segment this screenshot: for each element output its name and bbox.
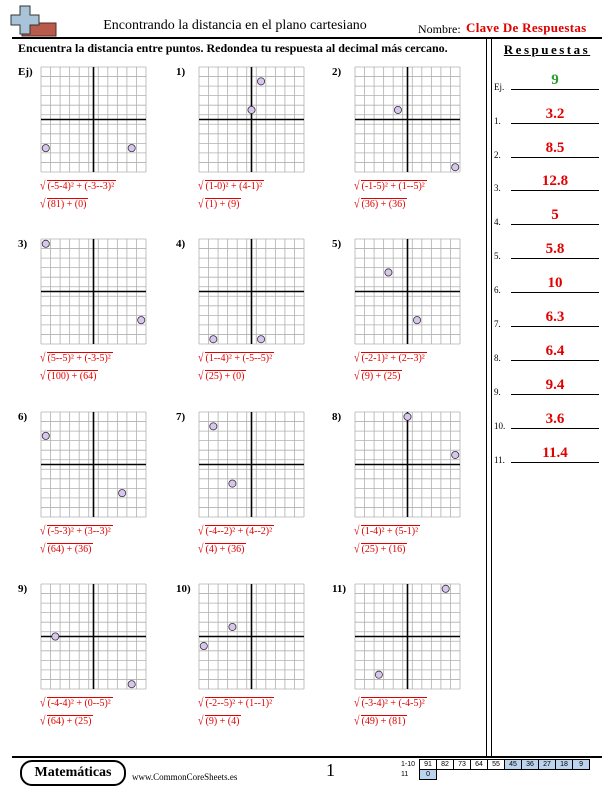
answer-row [494, 375, 600, 397]
page-number: 1 [326, 760, 335, 780]
distance-formula-result: √ (25) + (16) [354, 542, 406, 557]
plotted-point [210, 423, 217, 430]
radical-icon: √ [198, 369, 204, 384]
coordinate-grid [198, 66, 305, 173]
coordinate-grid [198, 583, 305, 690]
distance-formula-step: √ (-3-4)² + (-4-5)² [354, 696, 425, 711]
plotted-point [257, 336, 264, 343]
answer-column-divider [486, 37, 492, 756]
answer-row [494, 307, 600, 329]
answer-number: 3. [494, 183, 501, 193]
answer-value: 9 [551, 72, 559, 88]
problem [176, 238, 326, 413]
score-cell: 91 [420, 760, 437, 770]
coordinate-grid [354, 411, 461, 518]
answer-value: 8.5 [545, 140, 565, 156]
distance-formula-result: √ (49) + (81) [354, 714, 406, 729]
plotted-point [452, 164, 459, 171]
coordinate-grid [40, 411, 147, 518]
problem-label: Ej) [18, 66, 33, 78]
plotted-point [42, 145, 49, 152]
problem [18, 238, 168, 413]
answer-value: 12.8 [541, 173, 569, 189]
problem-label: 8) [332, 411, 342, 423]
answer-value: 3.6 [545, 411, 565, 427]
score-cell: 36 [522, 760, 539, 770]
answer-number: 7. [494, 319, 501, 329]
answer-line [511, 292, 599, 293]
answer-row [494, 341, 600, 363]
radical-icon: √ [40, 197, 46, 212]
answer-line [511, 394, 599, 395]
plotted-point [404, 413, 411, 420]
plotted-point [42, 432, 49, 439]
answer-number: 9. [494, 387, 501, 397]
distance-formula-result: √ (81) + (0) [40, 197, 87, 212]
answer-number: 8. [494, 353, 501, 363]
problem-label: 5) [332, 238, 342, 250]
radical-icon: √ [354, 179, 360, 194]
radical-icon: √ [40, 542, 46, 557]
answer-line [511, 224, 599, 225]
plotted-point [119, 490, 126, 497]
coordinate-grid [40, 66, 147, 173]
radical-icon: √ [354, 714, 360, 729]
distance-formula-step: √ (1-4)² + (5-1)² [354, 524, 419, 539]
distance-formula-step: √ (-2--5)² + (1--1)² [198, 696, 273, 711]
answer-value: 5 [551, 207, 559, 223]
answer-line [511, 428, 599, 429]
answer-value: 6.3 [545, 309, 565, 325]
score-cell: 27 [539, 760, 556, 770]
coordinate-grid [198, 411, 305, 518]
problem-label: 10) [176, 583, 191, 595]
answer-row [494, 138, 600, 160]
answer-number: 6. [494, 285, 501, 295]
distance-formula-step: √ (-2-1)² + (2--3)² [354, 351, 425, 366]
radical-icon: √ [40, 369, 46, 384]
answer-key-heading: Respuestas [503, 42, 591, 57]
plotted-point [257, 78, 264, 85]
distance-formula-result: √ (9) + (25) [354, 369, 401, 384]
distance-formula-step: √ (-5-4)² + (-3--3)² [40, 179, 115, 194]
coordinate-grid [198, 238, 305, 345]
problem [332, 411, 482, 586]
score-row [398, 760, 590, 770]
distance-formula-result: √ (9) + (4) [198, 714, 240, 729]
radical-icon: √ [198, 542, 204, 557]
instructions: Encuentra la distancia entre puntos. Redondea tu respuesta al decimal más cercano. [18, 41, 448, 55]
answer-line [511, 326, 599, 327]
score-row [398, 770, 590, 780]
distance-formula-result: √ (25) + (0) [198, 369, 245, 384]
score-table [398, 759, 590, 780]
plotted-point [138, 317, 145, 324]
score-cell: 73 [454, 760, 471, 770]
answer-number: 4. [494, 217, 501, 227]
answer-value: 11.4 [542, 445, 568, 461]
coordinate-grid [354, 583, 461, 690]
problem [18, 583, 168, 758]
answer-row [494, 273, 600, 295]
plotted-point [375, 671, 382, 678]
answer-line [511, 157, 599, 158]
answer-row [494, 171, 600, 193]
problem [332, 583, 482, 758]
problem [176, 411, 326, 586]
radical-icon: √ [354, 351, 360, 366]
answer-line [511, 258, 599, 259]
answer-row [494, 443, 600, 465]
radical-icon: √ [354, 197, 360, 212]
radical-icon: √ [40, 696, 46, 711]
score-row-label: 11 [401, 771, 409, 778]
radical-icon: √ [354, 524, 360, 539]
top-rule [12, 37, 602, 39]
answer-number: 2. [494, 150, 501, 160]
plotted-point [248, 106, 255, 113]
plotted-point [200, 642, 207, 649]
plotted-point [128, 145, 135, 152]
answer-line [511, 89, 599, 90]
answer-number: 11. [494, 455, 505, 465]
distance-formula-result: √ (36) + (36) [354, 197, 406, 212]
name-value: Clave De Respuestas [466, 20, 587, 35]
coordinate-grid [40, 238, 147, 345]
problem [176, 66, 326, 241]
problem-label: 9) [18, 583, 28, 595]
radical-icon: √ [40, 714, 46, 729]
problem [332, 238, 482, 413]
answer-value: 6.4 [545, 343, 565, 359]
plotted-point [413, 317, 420, 324]
radical-icon: √ [40, 524, 46, 539]
coordinate-grid [354, 238, 461, 345]
distance-formula-step: √ (1--4)² + (-5--5)² [198, 351, 273, 366]
plotted-point [42, 240, 49, 247]
site-url: www.CommonCoreSheets.es [132, 772, 238, 782]
plotted-point [210, 336, 217, 343]
problem [18, 411, 168, 586]
score-cell: 55 [488, 760, 505, 770]
plotted-point [128, 681, 135, 688]
problem [18, 66, 168, 241]
distance-formula-step: √ (-4--2)² + (4--2)² [198, 524, 273, 539]
answer-line [511, 360, 599, 361]
distance-formula-step: √ (-5-3)² + (3--3)² [40, 524, 111, 539]
page-title: Encontrando la distancia en el plano cartesiano [103, 18, 367, 33]
radical-icon: √ [198, 714, 204, 729]
problem-label: 2) [332, 66, 342, 78]
distance-formula-step: √ (-1-5)² + (1--5)² [354, 179, 425, 194]
bottom-rule [12, 756, 602, 758]
answer-row [494, 205, 600, 227]
answer-line [511, 190, 599, 191]
problem-label: 6) [18, 411, 28, 423]
answer-row [494, 239, 600, 261]
answer-row [494, 70, 600, 92]
answer-value: 9.4 [545, 377, 565, 393]
coordinate-grid [354, 66, 461, 173]
problem-label: 3) [18, 238, 28, 250]
plotted-point [442, 585, 449, 592]
answer-number: Ej. [494, 82, 505, 92]
answer-row [494, 104, 600, 126]
brand-badge: Matemáticas [20, 760, 126, 786]
answer-value: 5.8 [545, 241, 565, 257]
radical-icon: √ [354, 369, 360, 384]
distance-formula-result: √ (1) + (9) [198, 197, 240, 212]
radical-icon: √ [354, 542, 360, 557]
distance-formula-step: √ (-4-4)² + (0--5)² [40, 696, 111, 711]
plotted-point [394, 106, 401, 113]
distance-formula-result: √ (64) + (25) [40, 714, 92, 729]
answer-line [511, 462, 599, 463]
problem [332, 66, 482, 241]
distance-formula-step: √ (1-0)² + (4-1)² [198, 179, 263, 194]
radical-icon: √ [198, 524, 204, 539]
answer-number: 1. [494, 116, 501, 126]
score-cell: 0 [420, 770, 437, 780]
distance-formula-result: √ (4) + (36) [198, 542, 245, 557]
plotted-point [229, 623, 236, 630]
radical-icon: √ [40, 179, 46, 194]
plus-minus-logo-icon [10, 4, 58, 40]
score-cell: 9 [573, 760, 590, 770]
answer-number: 5. [494, 251, 501, 261]
problem-label: 11) [332, 583, 347, 595]
problem-label: 4) [176, 238, 186, 250]
score-cell: 45 [505, 760, 522, 770]
plotted-point [452, 451, 459, 458]
answer-line [511, 123, 599, 124]
score-cell: 82 [437, 760, 454, 770]
plotted-point [385, 269, 392, 276]
radical-icon: √ [198, 351, 204, 366]
score-cell: 64 [471, 760, 488, 770]
answer-value: 10 [547, 275, 563, 291]
distance-formula-result: √ (64) + (36) [40, 542, 92, 557]
problem [176, 583, 326, 758]
distance-formula-step: √ (5--5)² + (-3-5)² [40, 351, 111, 366]
answer-row [494, 409, 600, 431]
radical-icon: √ [198, 179, 204, 194]
plotted-point [52, 633, 59, 640]
radical-icon: √ [198, 696, 204, 711]
radical-icon: √ [40, 351, 46, 366]
answer-number: 10. [494, 421, 506, 431]
name-label: Nombre: [418, 22, 461, 36]
problem-label: 1) [176, 66, 186, 78]
answer-value: 3.2 [545, 106, 565, 122]
score-row-label: 1-10 [401, 761, 416, 768]
problem-label: 7) [176, 411, 186, 423]
radical-icon: √ [198, 197, 204, 212]
score-cell: 18 [556, 760, 573, 770]
coordinate-grid [40, 583, 147, 690]
distance-formula-result: √ (100) + (64) [40, 369, 97, 384]
radical-icon: √ [354, 696, 360, 711]
plotted-point [229, 480, 236, 487]
